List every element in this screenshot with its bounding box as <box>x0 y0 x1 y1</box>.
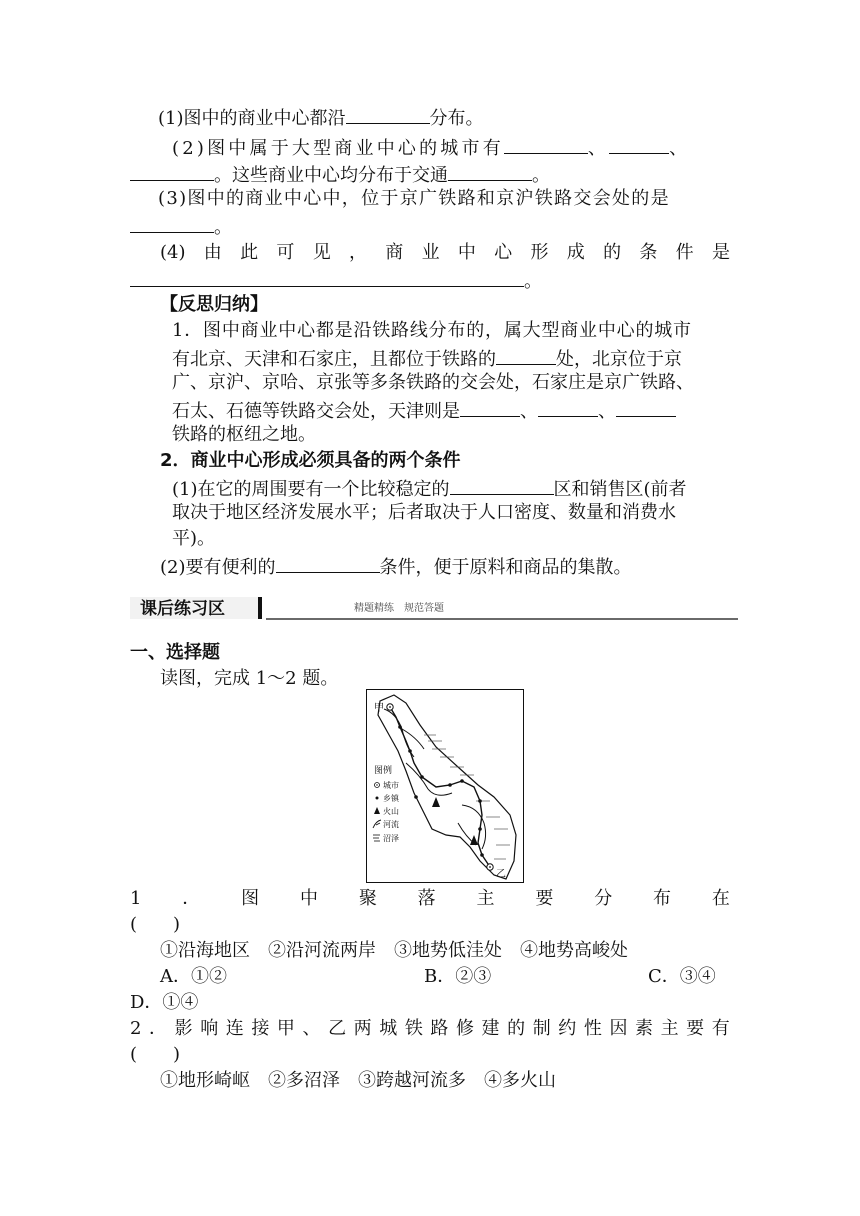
option-a[interactable]: A．①② <box>160 966 227 987</box>
reflection-p2: (1)在它的周围要有一个比较稳定的 区和销售区(前者 <box>172 474 687 500</box>
exercise-intro: 读图，完成 1～2 题。 <box>160 668 339 689</box>
reflection-p1: 铁路的枢纽之地。 <box>172 424 316 445</box>
reflection-heading: 【反思归纳】 <box>160 294 268 315</box>
answer-blank[interactable] <box>276 552 380 573</box>
answer-blank[interactable] <box>448 160 532 181</box>
answer-blank[interactable] <box>130 266 524 287</box>
question-4-line-2: 。 <box>130 266 542 292</box>
answer-paren[interactable]: ( ) <box>130 914 181 935</box>
answer-blank[interactable] <box>130 212 214 233</box>
legend-swamp: 沼泽 <box>383 834 399 843</box>
answer-blank[interactable] <box>616 396 676 417</box>
answer-blank[interactable] <box>538 396 598 417</box>
island-map <box>366 689 524 883</box>
reflection-p1: 有北京、天津和石家庄，且都位于铁路的 处，北京位于京 <box>172 344 682 370</box>
answer-blank[interactable] <box>346 103 430 124</box>
answer-blank[interactable] <box>450 474 554 495</box>
answer-paren[interactable]: ( ) <box>130 1044 181 1065</box>
banner-title: 课后练习区 <box>140 599 225 619</box>
legend-title: 图例 <box>374 766 393 776</box>
reflection-p2: 取决于地区经济发展水平；后者取决于人口密度、数量和消费水 <box>172 502 676 523</box>
answer-blank[interactable] <box>130 160 214 181</box>
section-title: 一、选择题 <box>130 642 220 663</box>
q1-statements: ①沿海地区 ②沿河流两岸 ③地势低洼处 ④地势高峻处 <box>160 940 628 961</box>
legend-river: 河流 <box>383 820 399 829</box>
town-icon <box>376 797 379 800</box>
q1-options-row <box>160 964 730 990</box>
answer-blank[interactable] <box>609 133 669 154</box>
banner-bar <box>258 597 262 619</box>
option-b[interactable]: B．②③ <box>424 966 492 987</box>
question-3-line-2: 。 <box>130 212 232 238</box>
label-jia: 甲 <box>374 703 384 714</box>
answer-blank[interactable] <box>496 344 556 365</box>
question-1: (1)图中的商业中心都沿 分布。 <box>158 103 484 129</box>
banner-subtitle: 精题精练 规范答题 <box>354 603 444 614</box>
choice-question-2: 2 ． 影 响 连 接 甲 、 乙 两 城 铁 路 修 建 的 制 约 性 因 素 主 要 有 <box>130 1018 730 1039</box>
reflection-p2-heading: 2．商业中心形成必须具备的两个条件 <box>160 450 461 471</box>
choice-question-1: 1 ． 图 中 聚 落 主 要 分 布 在 <box>130 888 730 909</box>
section-banner <box>130 591 738 623</box>
question-2-line-1: (2)图中属于大型商业中心的城市有 、 、 <box>172 133 690 159</box>
label-yi: 乙 <box>496 869 506 880</box>
legend-city: 城市 <box>383 781 399 790</box>
answer-blank[interactable] <box>460 396 520 417</box>
reflection-p2: (2)要有便利的 条件，便于原料和商品的集散。 <box>160 552 632 578</box>
legend-volcano: 火山 <box>383 807 399 816</box>
reflection-p1: 1．图中商业中心都是沿铁路线分布的，属大型商业中心的城市 <box>172 320 692 341</box>
question-4-line-1: (4) 由 此 可 见 ， 商 业 中 心 形 成 的 条 件 是 <box>160 242 730 263</box>
legend-town: 乡镇 <box>383 794 399 803</box>
reflection-p2: 平)。 <box>172 528 216 549</box>
option-d[interactable]: D．①④ <box>130 992 199 1013</box>
reflection-p1: 石太、石德等铁路交会处，天津则是 、 、 <box>172 396 676 422</box>
q2-statements: ①地形崎岖 ②多沼泽 ③跨越河流多 ④多火山 <box>160 1070 556 1091</box>
question-3-line-1: (3)图中的商业中心中，位于京广铁路和京沪铁路交会处的是 <box>158 188 670 209</box>
option-c[interactable]: C．③④ <box>648 966 716 987</box>
question-2-line-2: 。这些商业中心均分布于交通 。 <box>130 160 550 186</box>
answer-blank[interactable] <box>504 133 588 154</box>
reflection-p1: 广、京沪、京哈、京张等多条铁路的交会处，石家庄是京广铁路、 <box>172 372 694 393</box>
